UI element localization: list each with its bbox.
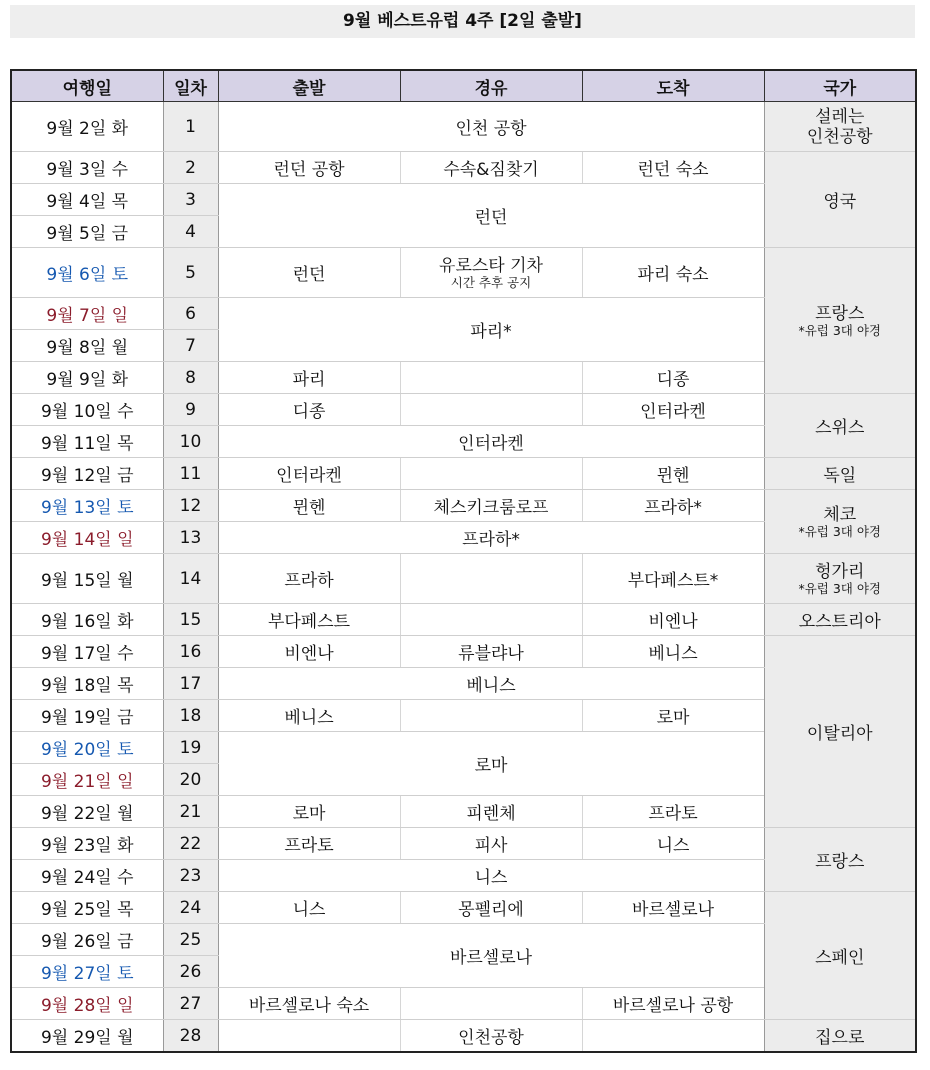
date-cell: 9월 10일 수 bbox=[11, 394, 163, 426]
arrival-cell: 런던 숙소 bbox=[582, 152, 764, 184]
departure-cell: 런던 bbox=[218, 248, 400, 298]
departure-cell: 부다페스트 bbox=[218, 604, 400, 636]
day-cell: 21 bbox=[163, 796, 218, 828]
page-title: 9월 베스트유럽 4주 [2일 출발] bbox=[10, 5, 915, 38]
date-cell: 9월 15일 월 bbox=[11, 554, 163, 604]
date-cell: 9월 29일 월 bbox=[11, 1020, 163, 1053]
date-cell: 9월 24일 수 bbox=[11, 860, 163, 892]
departure-cell: 뮌헨 bbox=[218, 490, 400, 522]
country-cell bbox=[764, 102, 916, 152]
day-cell: 9 bbox=[163, 394, 218, 426]
table-row bbox=[11, 152, 916, 184]
departure-cell: 런던 공항 bbox=[218, 152, 400, 184]
departure-cell: 프라토 bbox=[218, 828, 400, 860]
date-cell: 9월 28일 일 bbox=[11, 988, 163, 1020]
country-cell: 독일 bbox=[764, 458, 916, 490]
day-cell: 24 bbox=[163, 892, 218, 924]
header-departure: 출발 bbox=[218, 70, 400, 102]
table-row bbox=[11, 554, 916, 604]
arrival-cell: 프라하* bbox=[582, 490, 764, 522]
table-row bbox=[11, 1020, 916, 1053]
header-day: 일차 bbox=[163, 70, 218, 102]
date-cell: 9월 2일 화 bbox=[11, 102, 163, 152]
date-cell: 9월 21일 일 bbox=[11, 764, 163, 796]
day-cell: 25 bbox=[163, 924, 218, 956]
arrival-cell: 부다페스트* bbox=[582, 554, 764, 604]
via-note: 시간 추후 공지 bbox=[450, 274, 532, 290]
via-cell: 류블랴나 bbox=[400, 636, 582, 668]
date-cell: 9월 19일 금 bbox=[11, 700, 163, 732]
via-cell: 수속&짐찾기 bbox=[400, 152, 582, 184]
arrival-cell: 뮌헨 bbox=[582, 458, 764, 490]
via-cell bbox=[400, 988, 582, 1020]
country-cell bbox=[764, 490, 916, 554]
table-row bbox=[11, 102, 916, 152]
date-cell: 9월 22일 월 bbox=[11, 796, 163, 828]
merged-route-cell: 인터라켄 bbox=[218, 426, 764, 458]
via-cell bbox=[400, 362, 582, 394]
country-note: *유럽 3대 야경 bbox=[798, 322, 882, 338]
arrival-cell: 바르셀로나 bbox=[582, 892, 764, 924]
day-cell: 20 bbox=[163, 764, 218, 796]
departure-cell: 인터라켄 bbox=[218, 458, 400, 490]
country-cell bbox=[764, 248, 916, 394]
day-cell: 6 bbox=[163, 298, 218, 330]
arrival-cell: 베니스 bbox=[582, 636, 764, 668]
departure-cell: 프라하 bbox=[218, 554, 400, 604]
day-cell: 13 bbox=[163, 522, 218, 554]
via-cell: 피렌체 bbox=[400, 796, 582, 828]
arrival-cell: 프라토 bbox=[582, 796, 764, 828]
day-cell: 14 bbox=[163, 554, 218, 604]
departure-cell bbox=[218, 1020, 400, 1053]
via-cell bbox=[400, 554, 582, 604]
day-cell: 23 bbox=[163, 860, 218, 892]
country-cell: 이탈리아 bbox=[764, 636, 916, 828]
table-row bbox=[11, 394, 916, 426]
day-cell: 19 bbox=[163, 732, 218, 764]
date-cell: 9월 20일 토 bbox=[11, 732, 163, 764]
day-cell: 8 bbox=[163, 362, 218, 394]
merged-route-cell: 런던 bbox=[218, 184, 764, 248]
day-cell: 4 bbox=[163, 216, 218, 248]
arrival-cell: 니스 bbox=[582, 828, 764, 860]
country-name: 헝가리 bbox=[815, 561, 865, 582]
day-cell: 2 bbox=[163, 152, 218, 184]
date-cell: 9월 16일 화 bbox=[11, 604, 163, 636]
day-cell: 22 bbox=[163, 828, 218, 860]
merged-route-cell: 로마 bbox=[218, 732, 764, 796]
date-cell: 9월 14일 일 bbox=[11, 522, 163, 554]
date-cell: 9월 12일 금 bbox=[11, 458, 163, 490]
day-cell: 5 bbox=[163, 248, 218, 298]
day-cell: 1 bbox=[163, 102, 218, 152]
country-cell: 집으로 bbox=[764, 1020, 916, 1053]
via-cell: 인천공항 bbox=[400, 1020, 582, 1053]
country-note: *유럽 3대 야경 bbox=[798, 580, 882, 596]
date-cell: 9월 25일 목 bbox=[11, 892, 163, 924]
day-cell: 26 bbox=[163, 956, 218, 988]
day-cell: 3 bbox=[163, 184, 218, 216]
day-cell: 27 bbox=[163, 988, 218, 1020]
country-name: 체코 bbox=[823, 504, 857, 525]
arrival-cell bbox=[582, 1020, 764, 1053]
departure-cell: 베니스 bbox=[218, 700, 400, 732]
date-cell: 9월 17일 수 bbox=[11, 636, 163, 668]
arrival-cell: 로마 bbox=[582, 700, 764, 732]
merged-route-cell: 바르셀로나 bbox=[218, 924, 764, 988]
day-cell: 7 bbox=[163, 330, 218, 362]
date-cell: 9월 5일 금 bbox=[11, 216, 163, 248]
day-cell: 18 bbox=[163, 700, 218, 732]
table-row bbox=[11, 604, 916, 636]
departure-cell: 니스 bbox=[218, 892, 400, 924]
date-cell: 9월 9일 화 bbox=[11, 362, 163, 394]
arrival-cell: 인터라켄 bbox=[582, 394, 764, 426]
merged-route-cell: 베니스 bbox=[218, 668, 764, 700]
header-row bbox=[11, 70, 916, 102]
day-cell: 12 bbox=[163, 490, 218, 522]
date-cell: 9월 13일 토 bbox=[11, 490, 163, 522]
country-cell: 스페인 bbox=[764, 892, 916, 1020]
table-row bbox=[11, 490, 916, 522]
merged-route-cell: 프라하* bbox=[218, 522, 764, 554]
via-cell bbox=[400, 604, 582, 636]
day-cell: 28 bbox=[163, 1020, 218, 1053]
date-cell: 9월 3일 수 bbox=[11, 152, 163, 184]
via-cell bbox=[400, 458, 582, 490]
header-country: 국가 bbox=[764, 70, 916, 102]
country-name: 인천공항 bbox=[806, 126, 873, 147]
departure-cell: 바르셀로나 숙소 bbox=[218, 988, 400, 1020]
date-cell: 9월 6일 토 bbox=[11, 248, 163, 298]
country-cell bbox=[764, 554, 916, 604]
via-cell: 피사 bbox=[400, 828, 582, 860]
date-cell: 9월 18일 목 bbox=[11, 668, 163, 700]
day-cell: 17 bbox=[163, 668, 218, 700]
via-cell: 체스키크룸로프 bbox=[400, 490, 582, 522]
via-label: 유로스타 기차 bbox=[439, 255, 543, 276]
date-cell: 9월 7일 일 bbox=[11, 298, 163, 330]
header-via: 경유 bbox=[400, 70, 582, 102]
day-cell: 11 bbox=[163, 458, 218, 490]
country-cell: 프랑스 bbox=[764, 828, 916, 892]
via-cell bbox=[400, 248, 582, 298]
table-row bbox=[11, 828, 916, 860]
date-cell: 9월 26일 금 bbox=[11, 924, 163, 956]
itinerary-table bbox=[10, 69, 917, 1053]
departure-cell: 디종 bbox=[218, 394, 400, 426]
day-cell: 16 bbox=[163, 636, 218, 668]
country-cell: 오스트리아 bbox=[764, 604, 916, 636]
table-row bbox=[11, 458, 916, 490]
arrival-cell: 비엔나 bbox=[582, 604, 764, 636]
arrival-cell: 디종 bbox=[582, 362, 764, 394]
departure-cell: 로마 bbox=[218, 796, 400, 828]
country-name: 프랑스 bbox=[815, 303, 865, 324]
date-cell: 9월 27일 토 bbox=[11, 956, 163, 988]
date-cell: 9월 23일 화 bbox=[11, 828, 163, 860]
date-cell: 9월 8일 월 bbox=[11, 330, 163, 362]
via-cell bbox=[400, 700, 582, 732]
merged-route-cell: 인천 공항 bbox=[218, 102, 764, 152]
merged-route-cell: 니스 bbox=[218, 860, 764, 892]
date-cell: 9월 4일 목 bbox=[11, 184, 163, 216]
table-row bbox=[11, 248, 916, 298]
merged-route-cell: 파리* bbox=[218, 298, 764, 362]
country-name: 설레는 bbox=[815, 106, 865, 127]
table-row bbox=[11, 892, 916, 924]
country-cell: 스위스 bbox=[764, 394, 916, 458]
arrival-cell: 바르셀로나 공항 bbox=[582, 988, 764, 1020]
date-cell: 9월 11일 목 bbox=[11, 426, 163, 458]
day-cell: 15 bbox=[163, 604, 218, 636]
arrival-cell: 파리 숙소 bbox=[582, 248, 764, 298]
country-cell: 영국 bbox=[764, 152, 916, 248]
via-cell bbox=[400, 394, 582, 426]
day-cell: 10 bbox=[163, 426, 218, 458]
departure-cell: 비엔나 bbox=[218, 636, 400, 668]
table-row bbox=[11, 636, 916, 668]
header-date: 여행일 bbox=[11, 70, 163, 102]
header-arrival: 도착 bbox=[582, 70, 764, 102]
country-note: *유럽 3대 야경 bbox=[798, 523, 882, 539]
departure-cell: 파리 bbox=[218, 362, 400, 394]
via-cell: 몽펠리에 bbox=[400, 892, 582, 924]
